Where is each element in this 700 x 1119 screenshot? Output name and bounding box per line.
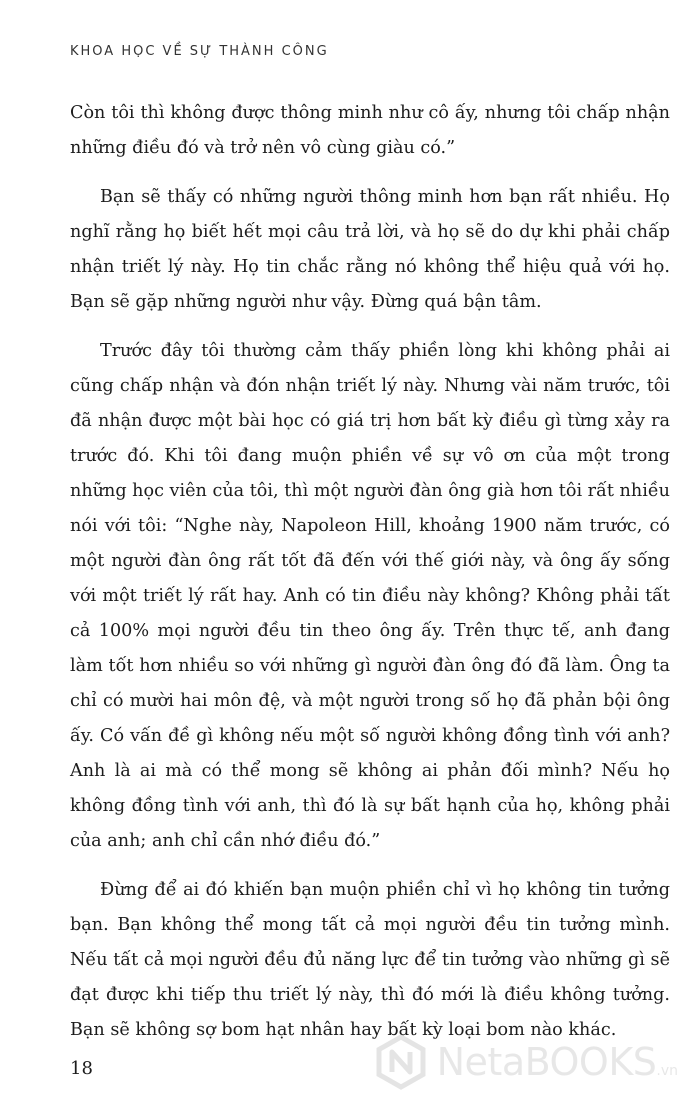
watermark-brand-name: NetaBOOKS (436, 1040, 657, 1084)
netabooks-logo-icon (373, 1034, 429, 1090)
watermark-brand (437, 1040, 678, 1084)
watermark-suffix: .vn (656, 1063, 678, 1079)
paragraph: Đừng để ai đó khiến bạn muộn phiền chỉ vì họ không tin tưởng bạn. Bạn không thể mong tất cả mọi người đều tin tưởng mình. Nếu tất cả mọi người đều đủ năng lực để tin tưởng vào những gì sẽ đạt được khi tiếp thu triết lý này, thì đó mới là điều không tưởng. Bạn sẽ không sợ bom hạt nhân hay bất kỳ loại bom nào khác. (70, 880, 670, 1040)
body-text (70, 96, 670, 1062)
paragraph: Trước đây tôi thường cảm thấy phiền lòng khi không phải ai cũng chấp nhận và đón nhận triết lý này. Nhưng vài năm trước, tôi đã nhận được một bài học có giá trị hơn bất kỳ điều gì từng xảy ra trước đó. Khi tôi đang muộn phiền về sự vô ơn của một trong những học viên của tôi, thì một người đàn ông già hơn tôi rất nhiều nói với tôi: “Nghe này, Napoleon Hill, khoảng 1900 năm trước, có một người đàn ông rất tốt đã đến với thế giới này, và ông ấy sống với một triết lý rất hay. Anh có tin điều này không? Không phải tất cả 100% mọi người đều tin theo ông ấy. Trên thực tế, anh đang làm tốt hơn nhiều so với những gì người đàn ông đó đã làm. Ông ta chỉ có mười hai môn đệ, và một người trong số họ đã phản bội ông ấy. Có vấn đề gì không nếu một số người không đồng tình với anh? Anh là ai mà có thể mong sẽ không ai phản đối mình? Nếu họ không đồng tình với anh, thì đó là sự bất hạnh của họ, không phải của anh; anh chỉ cần nhớ điều đó.” (70, 341, 670, 851)
paragraph: Bạn sẽ thấy có những người thông minh hơn bạn rất nhiều. Họ nghĩ rằng họ biết hết mọi câu trả lời, và họ sẽ do dự khi phải chấp nhận triết lý này. Họ tin chắc rằng nó không thể hiệu quả với họ. Bạn sẽ gặp những người như vậy. Đừng quá bận tâm. (70, 187, 670, 312)
running-header: KHOA HỌC VỀ SỰ THÀNH CÔNG (70, 44, 329, 59)
watermark (373, 1034, 678, 1090)
paragraph: Còn tôi thì không được thông minh như cô ấy, nhưng tôi chấp nhận những điều đó và trở nên vô cùng giàu có.” (70, 103, 670, 158)
page-number: 18 (70, 1058, 93, 1079)
